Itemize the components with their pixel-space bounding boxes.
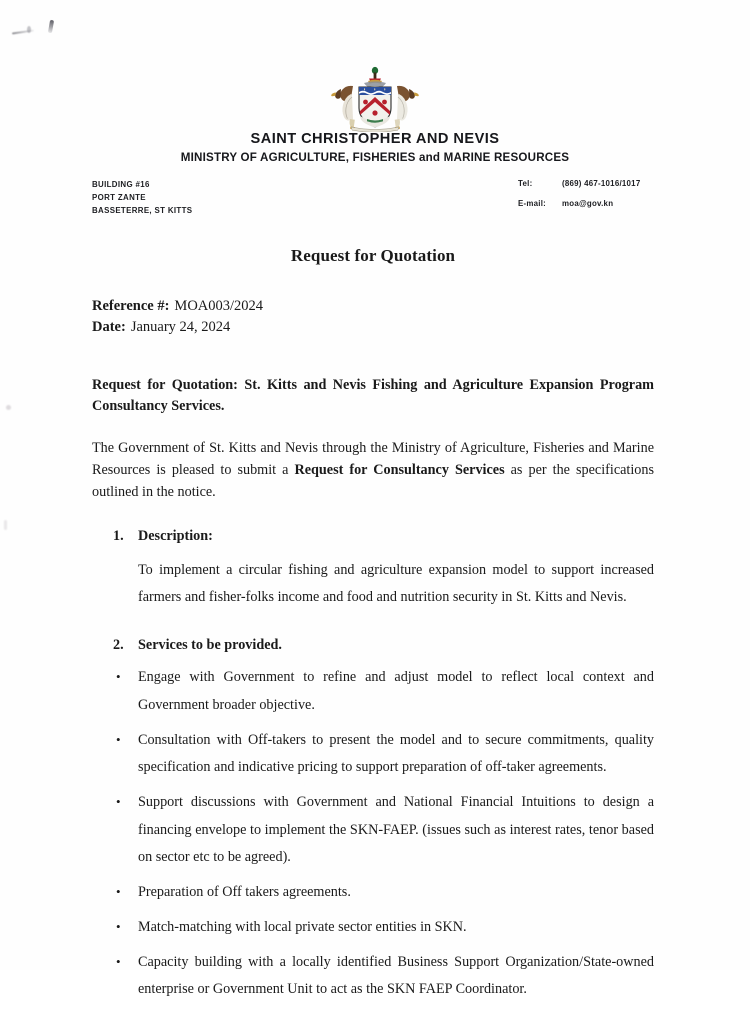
bullet-icon: • (116, 884, 121, 900)
bullet-icon: • (116, 794, 121, 810)
intro-part-2: as per the specifications outlined in the notice. (92, 462, 654, 501)
list-item-text: Preparation of Off takers agreements. (138, 884, 351, 901)
scan-artifact-smudge (12, 29, 34, 34)
page-title: Request for Quotation (290, 246, 456, 265)
telephone-label: Tel: (518, 179, 533, 188)
bullet-icon: • (116, 953, 121, 969)
list-item (113, 789, 654, 872)
scan-artifact-smudge (6, 405, 11, 410)
list-item-text: Support discussions with Government and National Financial Intuitions to design a financing envelope to implement the SKN-FAEP. (issues such as interest rates, tenor based on sector etc to be agreed). (138, 794, 654, 866)
bullet-icon: • (116, 918, 121, 934)
list-item (113, 914, 654, 942)
scan-artifact-smudge (27, 26, 31, 33)
email-value: moa@gov.kn (562, 199, 614, 208)
telephone-value: (869) 467-1016/1017 (562, 179, 641, 188)
section-services (92, 635, 654, 1004)
address-line-1: BUILDING #16 (92, 180, 150, 189)
contact-email (518, 199, 640, 208)
list-item-text: Capacity building with a locally identified Business Support Organization/State-owned enterprise or Government Unit to act as the SKN FAEP Coordinator. (138, 953, 654, 998)
coat-of-arms-icon (323, 66, 427, 132)
section-description (92, 526, 654, 612)
letterhead-contact (518, 179, 640, 208)
document-body (92, 246, 654, 1020)
intro-paragraph (92, 437, 654, 503)
contact-telephone (518, 179, 640, 188)
section-number: 2. (113, 637, 124, 654)
letterhead-address (92, 179, 192, 217)
letterhead-titles (0, 130, 750, 165)
reference-value: MOA003/2024 (174, 298, 264, 314)
scan-artifact-smudge (48, 20, 54, 33)
section-number: 1. (113, 528, 124, 545)
services-bullet-list (113, 664, 654, 1004)
section-heading-label: Description: (138, 528, 213, 545)
subject-line: Request for Quotation: St. Kitts and Nevis Fishing and Agriculture Expansion Program Consultancy Services. (92, 376, 654, 415)
section-heading (113, 526, 654, 547)
list-item-text: Match-matching with local private sector entities in SKN. (138, 918, 467, 935)
email-label: E-mail: (518, 199, 547, 208)
letterhead-country: SAINT CHRISTOPHER AND NEVIS (250, 131, 500, 147)
list-item (113, 949, 654, 1004)
scan-artifact-smudge (4, 520, 7, 530)
reference-label: Reference #: (92, 298, 170, 314)
section-body-text: To implement a circular fishing and agriculture expansion model to support increased farmers and fisher-folks income and food and nutrition security in St. Kitts and Nevis. (138, 561, 654, 606)
coat-of-arms (0, 66, 750, 132)
list-item-text: Engage with Government to refine and adjust model to reflect local context and Government broader objective. (138, 669, 654, 713)
list-item (113, 664, 654, 719)
section-heading (113, 635, 654, 656)
date-value: January 24, 2024 (130, 318, 231, 335)
date-line (92, 317, 654, 338)
list-item (113, 727, 654, 782)
list-item-text: Consultation with Off-takers to present the model and to secure commitments, quality specification and indicative pricing to support preparation of off-taker agreements. (138, 731, 654, 776)
bullet-icon: • (116, 731, 121, 747)
date-label: Date: (92, 318, 126, 335)
reference-line (92, 296, 654, 317)
list-item (113, 879, 654, 907)
intro-part-1: The Government of St. Kitts and Nevis through the Ministry of Agriculture, Fisheries and Marine Resources is pleased to submit a (92, 440, 654, 479)
section-heading-label: Services to be provided. (138, 637, 282, 654)
bullet-icon: • (116, 669, 121, 685)
address-line-3: BASSETERRE, ST KITTS (92, 205, 193, 215)
address-line-2: PORT ZANTE (92, 192, 146, 202)
intro-emphasis: Request for Consultancy Services (294, 462, 505, 479)
letterhead-ministry: MINISTRY OF AGRICULTURE, FISHERIES and MARINE RESOURCES (180, 151, 570, 165)
